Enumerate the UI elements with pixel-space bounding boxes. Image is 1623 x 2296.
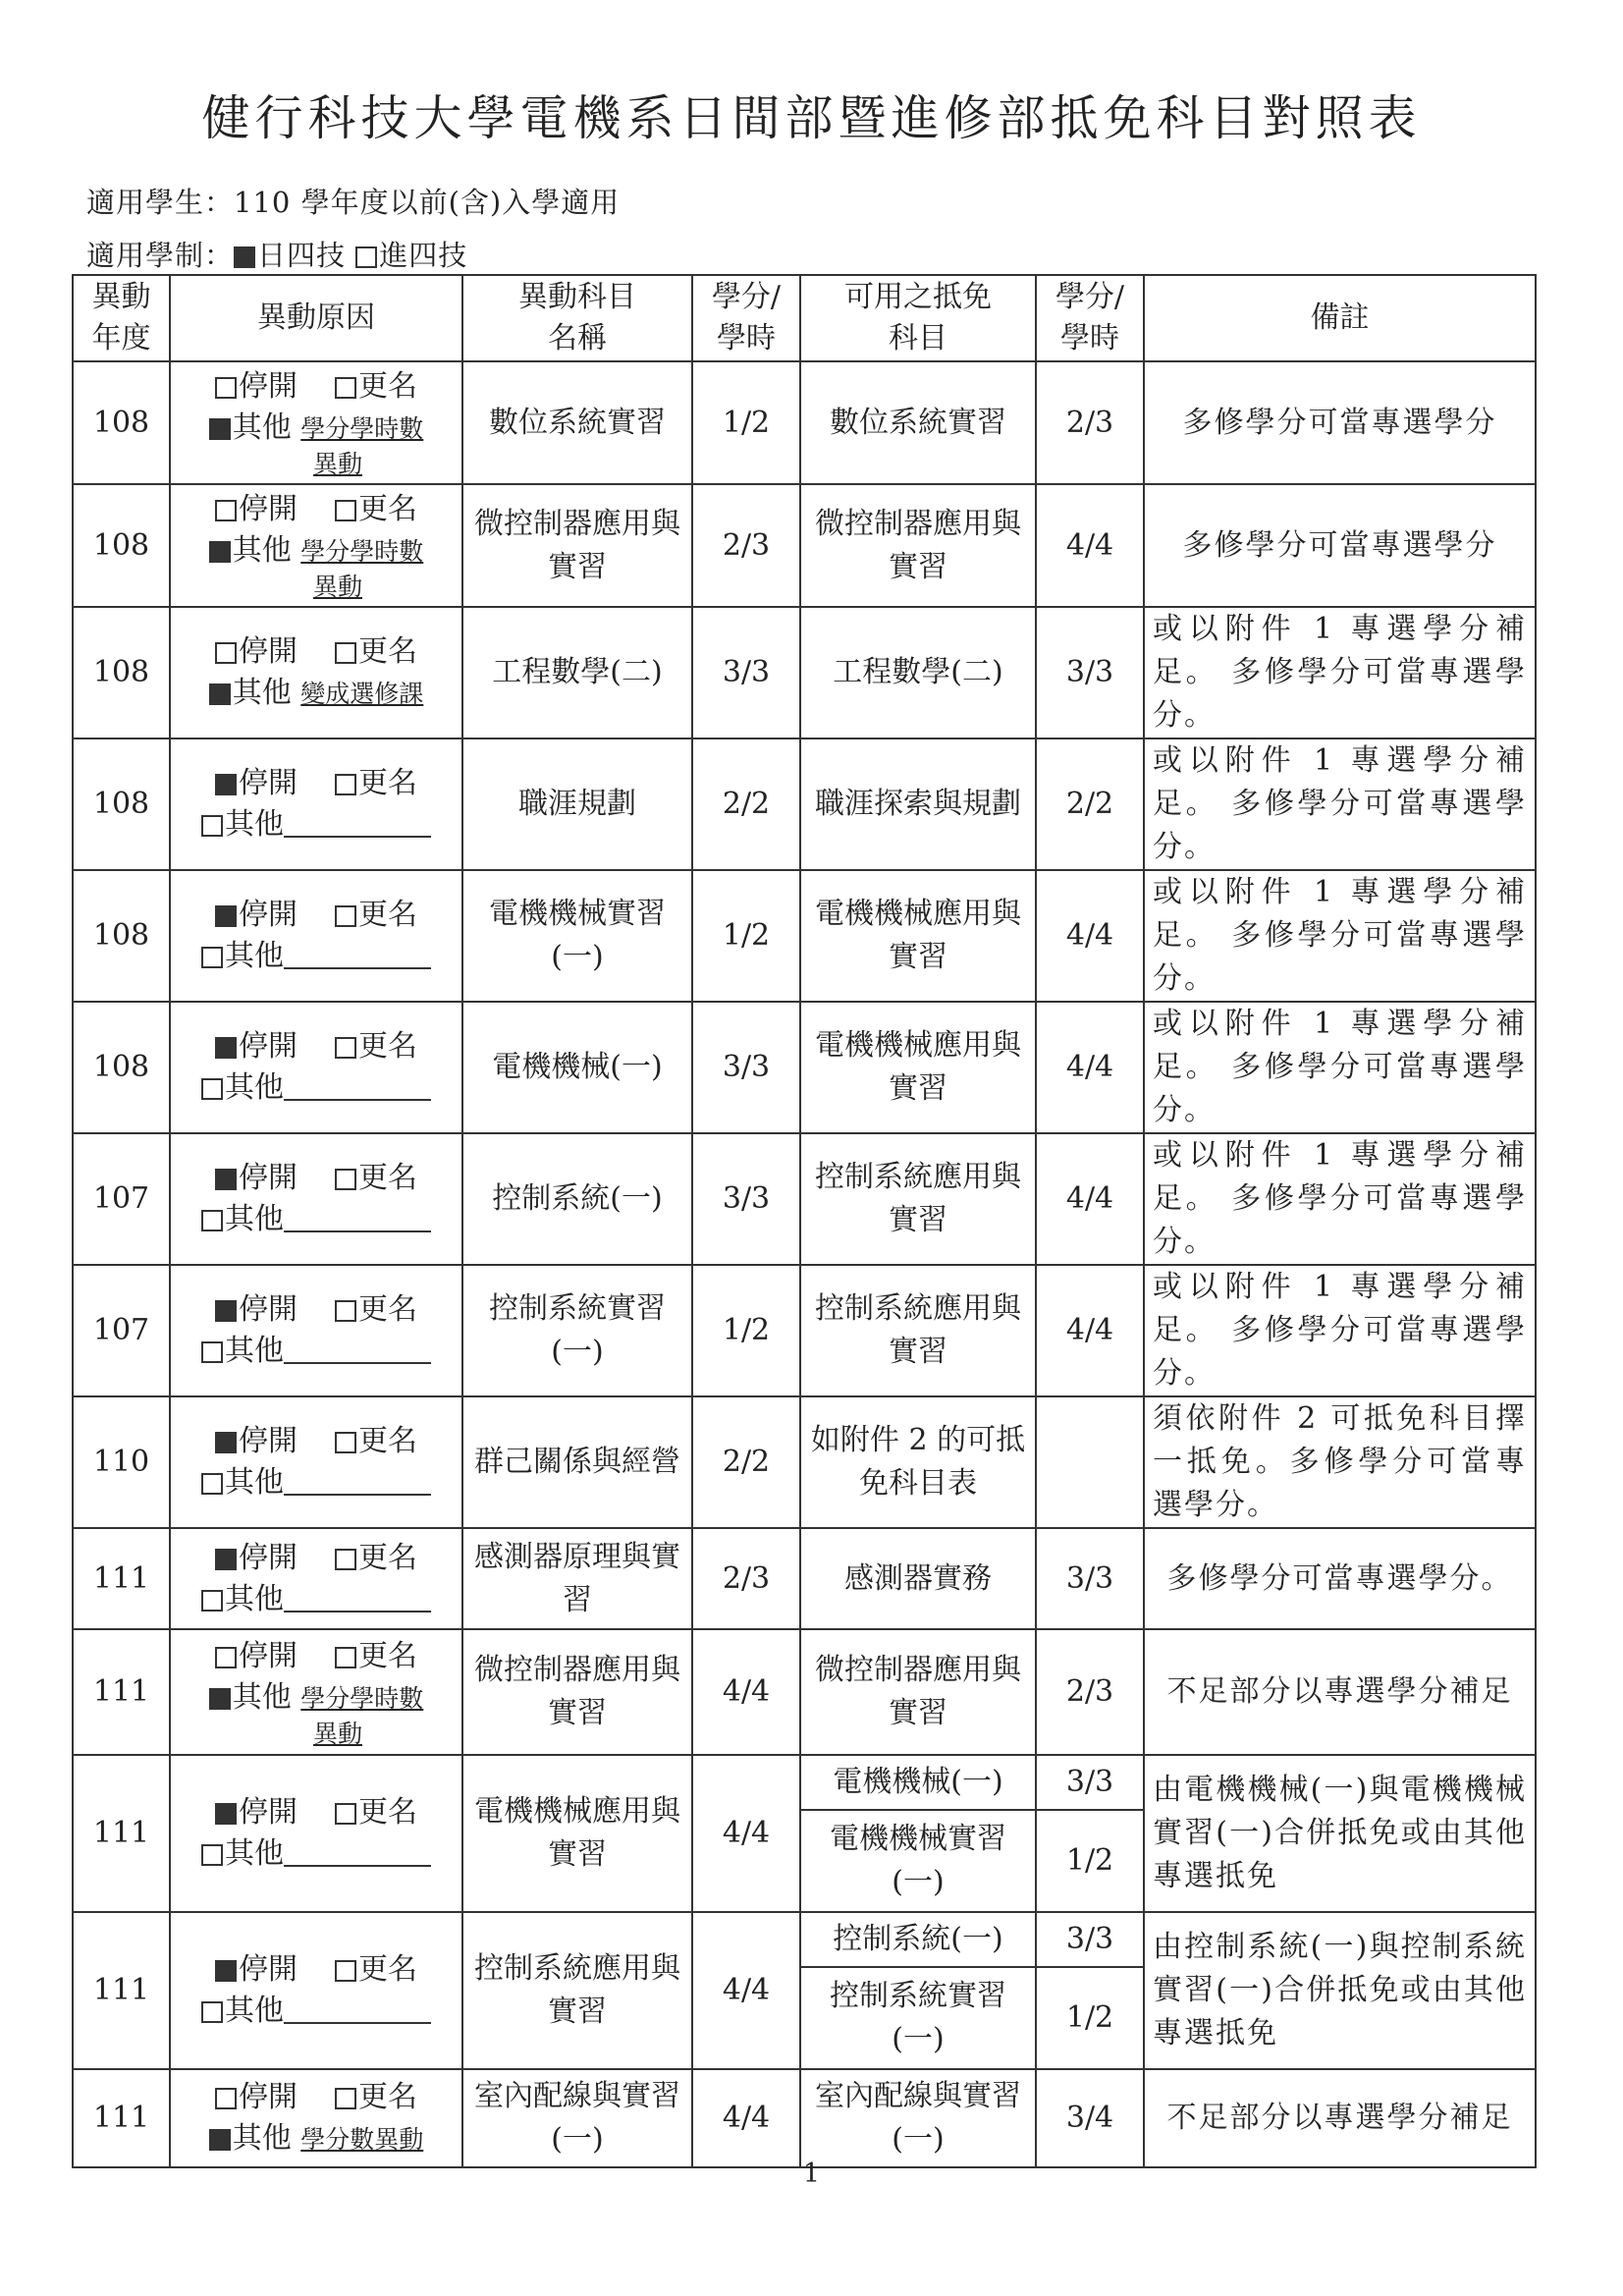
equivalent-credits-cell: 4/4 <box>1036 484 1144 607</box>
equivalent-credits-cell: 1/2 <box>1036 1967 1144 2069</box>
table-row <box>73 1755 1536 1810</box>
course-cell: 控制系統(一) <box>462 1133 692 1265</box>
year-cell: 107 <box>73 1133 170 1265</box>
other-checkbox <box>209 2129 231 2151</box>
suspend-checkbox <box>215 1960 237 1982</box>
other-blank-line <box>284 1837 431 1867</box>
page-title: 健行科技大學電機系日間部暨進修部抵免科目對照表 <box>201 90 1422 146</box>
other-label: 其他 <box>225 1836 284 1871</box>
credits-cell: 2/2 <box>692 1396 800 1528</box>
course-cell: 群己關係與經營 <box>462 1396 692 1528</box>
equivalent-credits-cell: 4/4 <box>1036 1265 1144 1396</box>
other-checkbox <box>201 1078 223 1100</box>
other-checkbox <box>209 541 231 563</box>
rename-checkbox <box>335 1960 356 1982</box>
other-blank-line <box>284 1335 431 1364</box>
header-row <box>73 275 1536 361</box>
system-evening-label: 進四技 <box>379 239 468 272</box>
credits-cell: 1/2 <box>692 361 800 484</box>
other-blank-line <box>284 1071 431 1101</box>
rename-checkbox <box>335 2088 356 2109</box>
other-reason-text-cont: 異動 <box>312 1719 362 1748</box>
other-blank-line <box>284 1466 431 1496</box>
reason-cell <box>170 1629 462 1755</box>
other-checkbox <box>201 1341 223 1363</box>
other-reason-text: 學分數異動 <box>300 2124 424 2154</box>
other-label: 其他 <box>232 410 292 445</box>
note-cell: 或以附件 1 專選學分補足。 多修學分可當專選學分。 <box>1144 607 1536 738</box>
header-course: 異動科目 名稱 <box>462 275 692 361</box>
suspend-checkbox <box>215 774 237 795</box>
table-row <box>73 738 1536 870</box>
suspend-label: 停開 <box>239 1795 298 1830</box>
credits-cell: 4/4 <box>692 2069 800 2167</box>
equivalent-credits-cell: 3/3 <box>1036 1912 1144 1967</box>
rename-checkbox <box>335 377 356 399</box>
equivalent-course-cell: 微控制器應用與實習 <box>800 484 1036 607</box>
year-cell: 108 <box>73 484 170 607</box>
course-cell: 室內配線與實習(一) <box>462 2069 692 2167</box>
equivalent-course-cell: 電機機械實習(一) <box>800 1810 1036 1912</box>
equivalent-credits-cell: 3/3 <box>1036 1755 1144 1810</box>
note-cell: 或以附件 1 專選學分補足。 多修學分可當專選學分。 <box>1144 738 1536 870</box>
equivalent-credits-cell: 3/3 <box>1036 607 1144 738</box>
equivalent-course-cell: 職涯探索與規劃 <box>800 738 1036 870</box>
reason-cell <box>170 1265 462 1396</box>
rename-checkbox <box>335 1169 356 1190</box>
rename-label: 更名 <box>358 1540 417 1575</box>
credits-cell: 4/4 <box>692 1755 800 1912</box>
equivalent-course-cell: 電機機械(一) <box>800 1755 1036 1810</box>
equivalent-course-cell: 感測器實務 <box>800 1528 1036 1629</box>
suspend-checkbox <box>215 1549 237 1570</box>
equivalent-credits-cell: 4/4 <box>1036 870 1144 1002</box>
credits-cell: 3/3 <box>692 1133 800 1265</box>
other-label: 其他 <box>225 807 284 842</box>
table-row <box>73 870 1536 1002</box>
table-row <box>73 1528 1536 1629</box>
applicable-students <box>86 181 620 221</box>
suspend-checkbox <box>215 1432 237 1453</box>
equivalent-credits-cell: 4/4 <box>1036 1002 1144 1133</box>
table-row <box>73 361 1536 484</box>
rename-label: 更名 <box>358 1952 417 1987</box>
year-cell: 108 <box>73 361 170 484</box>
equivalent-course-cell: 室內配線與實習(一) <box>800 2069 1036 2167</box>
course-cell: 數位系統實習 <box>462 361 692 484</box>
rename-label: 更名 <box>358 898 417 932</box>
note-cell: 或以附件 1 專選學分補足。 多修學分可當專選學分。 <box>1144 1002 1536 1133</box>
other-reason-text: 學分學時數 <box>300 537 424 566</box>
other-reason-text-cont: 異動 <box>312 450 362 478</box>
rename-label: 更名 <box>358 369 417 404</box>
system-day-label: 日四技 <box>257 239 347 272</box>
system-label: 適用學制： <box>86 239 235 272</box>
other-label: 其他 <box>232 2120 292 2156</box>
reason-cell <box>170 607 462 738</box>
header-year: 異動 年度 <box>73 275 170 361</box>
equivalent-course-cell: 控制系統(一) <box>800 1912 1036 1967</box>
suspend-label: 停開 <box>239 492 298 526</box>
table-row <box>73 1002 1536 1133</box>
rename-label: 更名 <box>358 766 417 800</box>
suspend-label: 停開 <box>239 1161 298 1195</box>
header-note: 備註 <box>1144 275 1536 361</box>
year-cell: 108 <box>73 870 170 1002</box>
table-row <box>73 1629 1536 1755</box>
equivalent-course-cell: 控制系統實習(一) <box>800 1967 1036 2069</box>
note-cell: 多修學分可當專選學分 <box>1144 484 1536 607</box>
year-cell: 107 <box>73 1265 170 1396</box>
suspend-checkbox <box>215 1647 237 1668</box>
reason-cell <box>170 361 462 484</box>
suspend-checkbox <box>215 1803 237 1825</box>
suspend-checkbox <box>215 1037 237 1059</box>
credits-cell: 4/4 <box>692 1912 800 2069</box>
reason-cell <box>170 1755 462 1912</box>
credits-cell: 2/3 <box>692 1528 800 1629</box>
credits-cell: 3/3 <box>692 1002 800 1133</box>
other-reason-text: 學分學時數 <box>300 1683 424 1713</box>
other-label: 其他 <box>225 1465 284 1500</box>
header-reason: 異動原因 <box>170 275 462 361</box>
suspend-label: 停開 <box>239 1292 298 1327</box>
rename-label: 更名 <box>358 2079 417 2114</box>
reason-cell <box>170 738 462 870</box>
credits-cell: 2/2 <box>692 738 800 870</box>
other-checkbox <box>209 418 231 440</box>
students-value: 110 學年度以前(含)入學適用 <box>234 186 621 219</box>
suspend-label: 停開 <box>239 369 298 404</box>
note-cell: 由電機機械(一)與電機機械實習(一)合併抵免或由其他專選抵免 <box>1144 1755 1536 1912</box>
rename-label: 更名 <box>358 633 417 669</box>
equivalent-credits-cell: 2/3 <box>1036 361 1144 484</box>
other-reason-text: 學分學時數 <box>300 414 424 443</box>
equivalent-credits-cell: 1/2 <box>1036 1810 1144 1912</box>
suspend-label: 停開 <box>239 633 298 669</box>
equivalent-course-cell: 電機機械應用與實習 <box>800 870 1036 1002</box>
note-cell: 或以附件 1 專選學分補足。 多修學分可當專選學分。 <box>1144 1265 1536 1396</box>
suspend-label: 停開 <box>239 766 298 800</box>
equivalent-course-cell: 工程數學(二) <box>800 607 1036 738</box>
reason-cell <box>170 1396 462 1528</box>
course-cell: 控制系統實習(一) <box>462 1265 692 1396</box>
credits-cell: 1/2 <box>692 870 800 1002</box>
rename-label: 更名 <box>358 1029 417 1064</box>
table-row <box>73 1265 1536 1396</box>
course-cell: 感測器原理與實習 <box>462 1528 692 1629</box>
other-checkbox <box>209 683 231 705</box>
year-cell: 110 <box>73 1396 170 1528</box>
rename-checkbox <box>335 905 356 927</box>
rename-checkbox <box>335 774 356 795</box>
other-checkbox <box>201 815 223 837</box>
rename-label: 更名 <box>358 1161 417 1195</box>
other-blank-line <box>284 1583 431 1613</box>
equivalent-course-cell: 微控制器應用與實習 <box>800 1629 1036 1755</box>
course-equivalence-table <box>72 274 1537 2168</box>
reason-cell <box>170 1528 462 1629</box>
note-cell: 不足部分以專選學分補足 <box>1144 1629 1536 1755</box>
suspend-label: 停開 <box>239 1540 298 1575</box>
rename-checkbox <box>335 1647 356 1668</box>
rename-checkbox <box>335 1432 356 1453</box>
reason-cell <box>170 870 462 1002</box>
reason-cell <box>170 2069 462 2167</box>
other-blank-line <box>284 1995 431 2024</box>
credits-cell: 3/3 <box>692 607 800 738</box>
page-number: 1 <box>802 2159 821 2189</box>
other-label: 其他 <box>225 939 284 973</box>
table-row <box>73 484 1536 607</box>
table-row <box>73 2069 1536 2167</box>
course-cell: 職涯規劃 <box>462 738 692 870</box>
note-cell: 不足部分以專選學分補足 <box>1144 2069 1536 2167</box>
rename-checkbox <box>335 1549 356 1570</box>
suspend-label: 停開 <box>239 1424 298 1458</box>
equivalent-credits-cell: 3/3 <box>1036 1528 1144 1629</box>
suspend-label: 停開 <box>239 1952 298 1987</box>
course-cell: 控制系統應用與實習 <box>462 1912 692 2069</box>
table-row <box>73 607 1536 738</box>
note-cell: 或以附件 1 專選學分補足。 多修學分可當專選學分。 <box>1144 870 1536 1002</box>
year-cell: 108 <box>73 738 170 870</box>
rename-checkbox <box>335 1037 356 1059</box>
other-label: 其他 <box>232 533 292 568</box>
equivalent-credits-cell <box>1036 1396 1144 1528</box>
note-cell: 須依附件 2 可抵免科目擇一抵免。多修學分可當專選學分。 <box>1144 1396 1536 1528</box>
other-blank-line <box>284 1203 431 1232</box>
note-cell: 多修學分可當專選學分。 <box>1144 1528 1536 1629</box>
course-cell: 電機機械實習(一) <box>462 870 692 1002</box>
other-checkbox <box>201 1210 223 1231</box>
equivalent-course-cell: 如附件 2 的可抵免科目表 <box>800 1396 1036 1528</box>
note-cell: 或以附件 1 專選學分補足。 多修學分可當專選學分。 <box>1144 1133 1536 1265</box>
year-cell: 111 <box>73 2069 170 2167</box>
credits-cell: 4/4 <box>692 1629 800 1755</box>
table-row <box>73 1396 1536 1528</box>
other-label: 其他 <box>225 1994 284 2028</box>
other-checkbox <box>201 1844 223 1866</box>
rename-label: 更名 <box>358 1638 417 1673</box>
rename-label: 更名 <box>358 1292 417 1327</box>
equivalent-credits-cell: 2/2 <box>1036 738 1144 870</box>
suspend-label: 停開 <box>239 2079 298 2114</box>
equivalent-course-cell: 電機機械應用與實習 <box>800 1002 1036 1133</box>
suspend-checkbox <box>215 500 237 521</box>
other-label: 其他 <box>225 1070 284 1105</box>
equivalent-credits-cell: 2/3 <box>1036 1629 1144 1755</box>
other-checkbox <box>201 1590 223 1612</box>
year-cell: 108 <box>73 1002 170 1133</box>
credits-cell: 1/2 <box>692 1265 800 1396</box>
course-cell: 電機機械應用與實習 <box>462 1755 692 1912</box>
other-blank-line <box>284 808 431 838</box>
suspend-checkbox <box>215 2088 237 2109</box>
other-checkbox <box>201 1473 223 1495</box>
other-label: 其他 <box>225 1334 284 1368</box>
rename-checkbox <box>335 642 356 664</box>
credits-cell: 2/3 <box>692 484 800 607</box>
equivalent-course-cell: 數位系統實習 <box>800 361 1036 484</box>
rename-label: 更名 <box>358 1424 417 1458</box>
suspend-checkbox <box>215 905 237 927</box>
students-label: 適用學生： <box>86 186 235 219</box>
other-label: 其他 <box>225 1202 284 1236</box>
header-equivalent-credits: 學分/ 學時 <box>1036 275 1144 361</box>
other-checkbox <box>201 947 223 968</box>
reason-cell <box>170 1133 462 1265</box>
suspend-label: 停開 <box>239 1638 298 1673</box>
system-evening-checkbox <box>355 246 377 268</box>
reason-cell <box>170 484 462 607</box>
header-credits: 學分/ 學時 <box>692 275 800 361</box>
rename-label: 更名 <box>358 1795 417 1830</box>
other-label: 其他 <box>232 675 292 710</box>
year-cell: 111 <box>73 1755 170 1912</box>
note-cell: 多修學分可當專選學分 <box>1144 361 1536 484</box>
table-row <box>73 1912 1536 1967</box>
suspend-checkbox <box>215 1300 237 1322</box>
year-cell: 111 <box>73 1528 170 1629</box>
rename-checkbox <box>335 1803 356 1825</box>
suspend-label: 停開 <box>239 1029 298 1064</box>
equivalent-credits-cell: 4/4 <box>1036 1133 1144 1265</box>
course-cell: 電機機械(一) <box>462 1002 692 1133</box>
other-reason-text: 變成選修課 <box>300 679 424 708</box>
note-cell: 由控制系統(一)與控制系統實習(一)合併抵免或由其他專選抵免 <box>1144 1912 1536 2069</box>
equivalent-course-cell: 控制系統應用與實習 <box>800 1265 1036 1396</box>
reason-cell <box>170 1912 462 2069</box>
applicable-system <box>86 234 467 274</box>
suspend-checkbox <box>215 1169 237 1190</box>
suspend-checkbox <box>215 377 237 399</box>
other-label: 其他 <box>232 1679 292 1715</box>
course-cell: 微控制器應用與實習 <box>462 484 692 607</box>
year-cell: 108 <box>73 607 170 738</box>
other-checkbox <box>201 2001 223 2023</box>
other-label: 其他 <box>225 1581 284 1616</box>
other-checkbox <box>209 1688 231 1710</box>
rename-checkbox <box>335 500 356 521</box>
table-row <box>73 1133 1536 1265</box>
other-blank-line <box>284 940 431 969</box>
rename-checkbox <box>335 1300 356 1322</box>
equivalent-course-cell: 控制系統應用與實習 <box>800 1133 1036 1265</box>
equivalent-credits-cell: 3/4 <box>1036 2069 1144 2167</box>
rename-label: 更名 <box>358 492 417 526</box>
reason-cell <box>170 1002 462 1133</box>
suspend-label: 停開 <box>239 898 298 932</box>
other-reason-text-cont: 異動 <box>312 573 362 601</box>
header-equivalent: 可用之抵免 科目 <box>800 275 1036 361</box>
suspend-checkbox <box>215 642 237 664</box>
course-cell: 微控制器應用與實習 <box>462 1629 692 1755</box>
year-cell: 111 <box>73 1629 170 1755</box>
year-cell: 111 <box>73 1912 170 2069</box>
system-day-checkbox <box>234 246 255 268</box>
course-cell: 工程數學(二) <box>462 607 692 738</box>
